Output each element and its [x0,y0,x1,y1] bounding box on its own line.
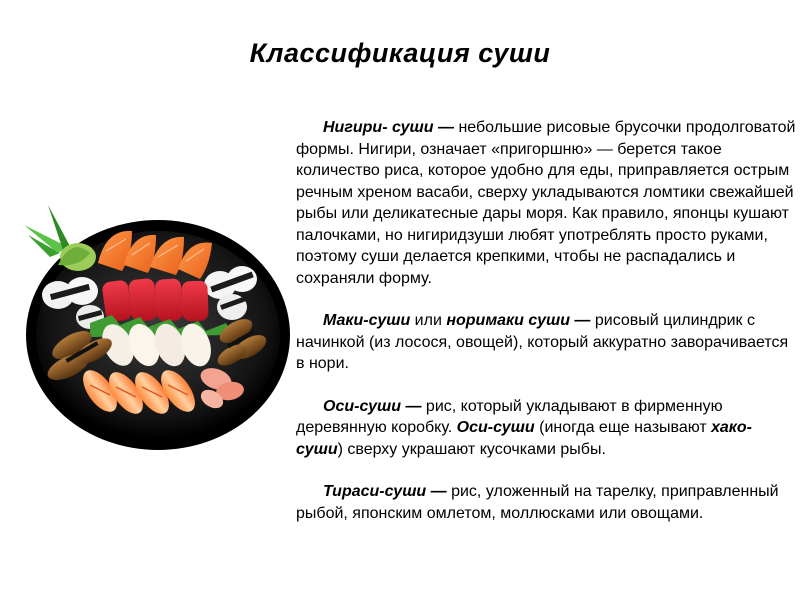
paragraph-nigiri [296,117,798,289]
text-oshi-2: (иногда еще называют [534,419,712,436]
paragraph-oshi [296,396,798,461]
term-hako: хако-суши [296,419,752,458]
sushi-descriptions [296,117,798,524]
term-maki: Маки-суши [323,312,411,329]
paragraph-chirashi [296,481,798,524]
text-nigiri: небольшие рисовые брусочки продолговатой формы. Нигири, означает «пригоршню» — берется такое количество риса, которое удобно для еды, приправляется острым речным хреном васаби, сверху укладываются ломтики свежайшей рыбы или деликатесные дары моря. Как правило, японцы кушают палочками, но нигиридзуши любят употреблять просто руками, поэтому суши делается крепкими, чтобы не распадались и сохраняли форму. [296,119,796,287]
term-oshi-repeat: Оси-суши [456,419,535,436]
text-oshi-3: ) сверху украшают кусочками рыбы. [337,440,606,458]
term-nigiri: Нигири- суши — [323,119,454,136]
text-maki: рисовый цилиндрик с начинкой (из лосося, овощей), который аккуратно заворачивается в нори. [296,312,789,372]
term-chirashi: Тираси-суши — [323,483,447,500]
text-chirashi: рис, уложенный на тарелку, приправленный рыбой, японским омлетом, моллюсками или овощами. [296,483,779,522]
sushi-platter-icon [20,195,295,455]
slide-title: Классификация суши [249,38,551,68]
text-oshi-1: рис, который укладывают в фирменную деревянную коробку. [296,397,723,436]
paragraph-maki [296,310,798,375]
text-maki-connector: или [410,312,447,329]
term-oshi: Оси-суши — [323,397,422,415]
term-norimaki: норимаки суши — [446,312,591,329]
